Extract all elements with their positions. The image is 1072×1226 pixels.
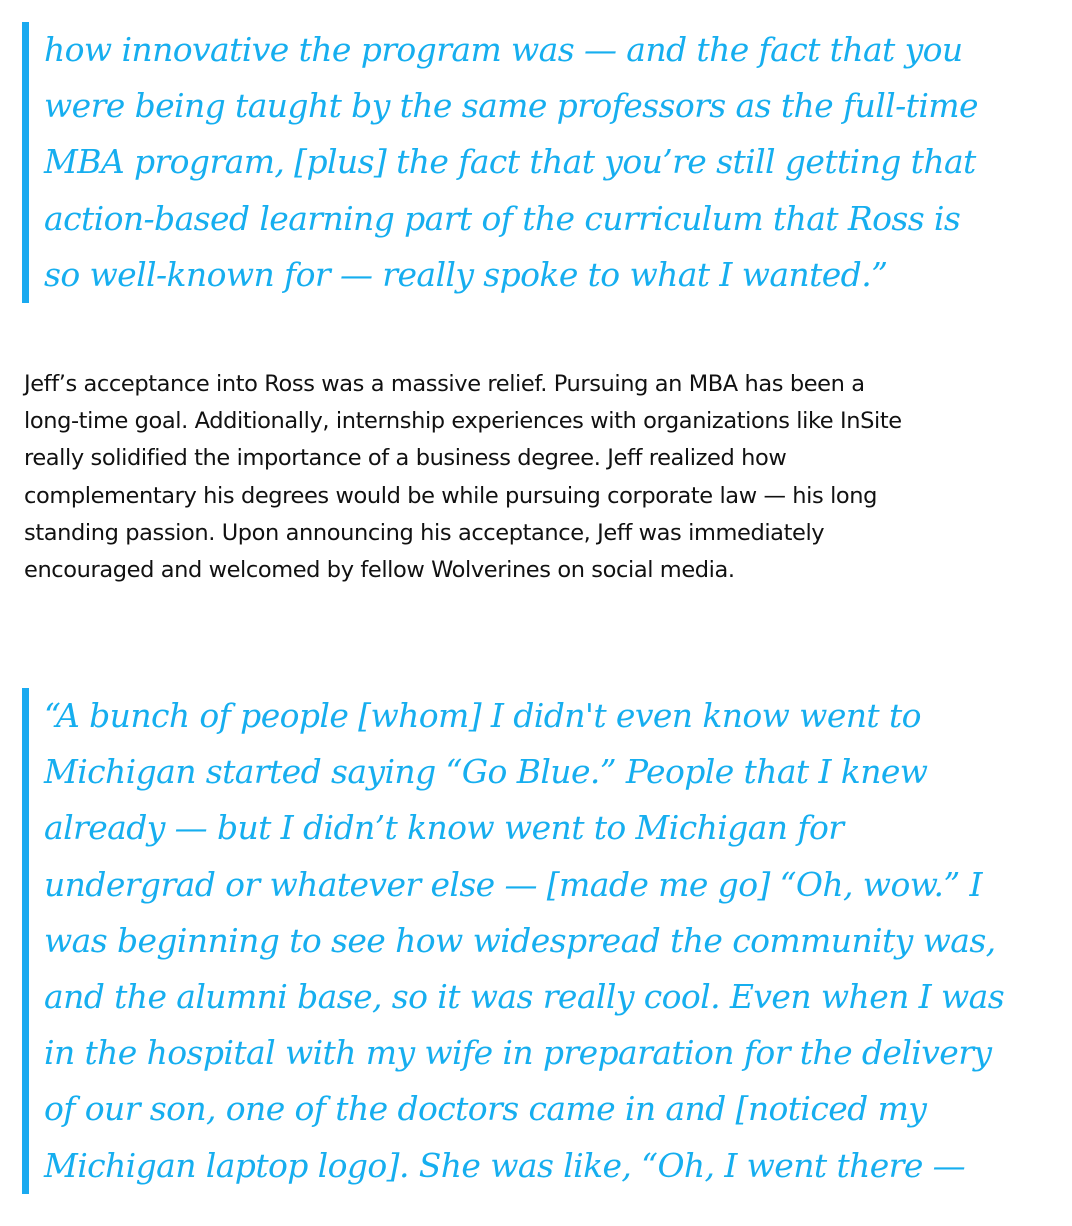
quote-line: in the hospital with my wife in preparation for the delivery bbox=[44, 1033, 992, 1073]
quote-line: was beginning to see how widespread the community was, bbox=[44, 920, 996, 960]
quote-line: MBA program, [plus] the fact that you’re still getting that bbox=[44, 142, 976, 182]
paragraph-line: complementary his degrees would be while pursuing corporate law — his long bbox=[24, 482, 878, 509]
paragraph-line: Jeff’s acceptance into Ross was a massive relief. Pursuing an MBA has been a bbox=[24, 371, 865, 397]
quote-line: were being taught by the same professors as the full-time bbox=[44, 86, 978, 126]
quote-line: how innovative the program was — and the fact that you bbox=[44, 30, 963, 69]
pull-quote-1 bbox=[22, 22, 1072, 303]
quote-line: action-based learning part of the curriculum that Ross is bbox=[44, 198, 961, 238]
quote-line: and the alumni base, so it was really cool. Even when I was bbox=[44, 977, 1005, 1017]
quote-line: undergrad or whatever else — [made me go] “Oh, wow.” I bbox=[44, 864, 982, 904]
quote-line: of our son, one of the doctors came in and [noticed my bbox=[44, 1089, 927, 1129]
pull-quote-2 bbox=[22, 688, 1072, 1194]
quote-line: so well-known for — really spoke to what I wanted.” bbox=[44, 254, 888, 294]
quote-line: “A bunch of people [whom] I didn't even know went to bbox=[44, 696, 921, 735]
body-paragraph bbox=[24, 366, 1054, 589]
quote-line: Michigan started saying “Go Blue.” People that I knew bbox=[44, 752, 928, 792]
paragraph-line: standing passion. Upon announcing his acceptance, Jeff was immediately bbox=[24, 519, 825, 546]
paragraph-line: long-time goal. Additionally, internship experiences with organizations like InSite bbox=[24, 408, 902, 435]
paragraph-line: really solidified the importance of a business degree. Jeff realized how bbox=[24, 445, 787, 472]
quote-line: Michigan laptop logo]. She was like, “Oh, I went there — bbox=[44, 1145, 966, 1185]
paragraph-line: encouraged and welcomed by fellow Wolverines on social media. bbox=[24, 557, 735, 584]
quote-line: already — but I didn’t know went to Michigan for bbox=[44, 808, 844, 848]
